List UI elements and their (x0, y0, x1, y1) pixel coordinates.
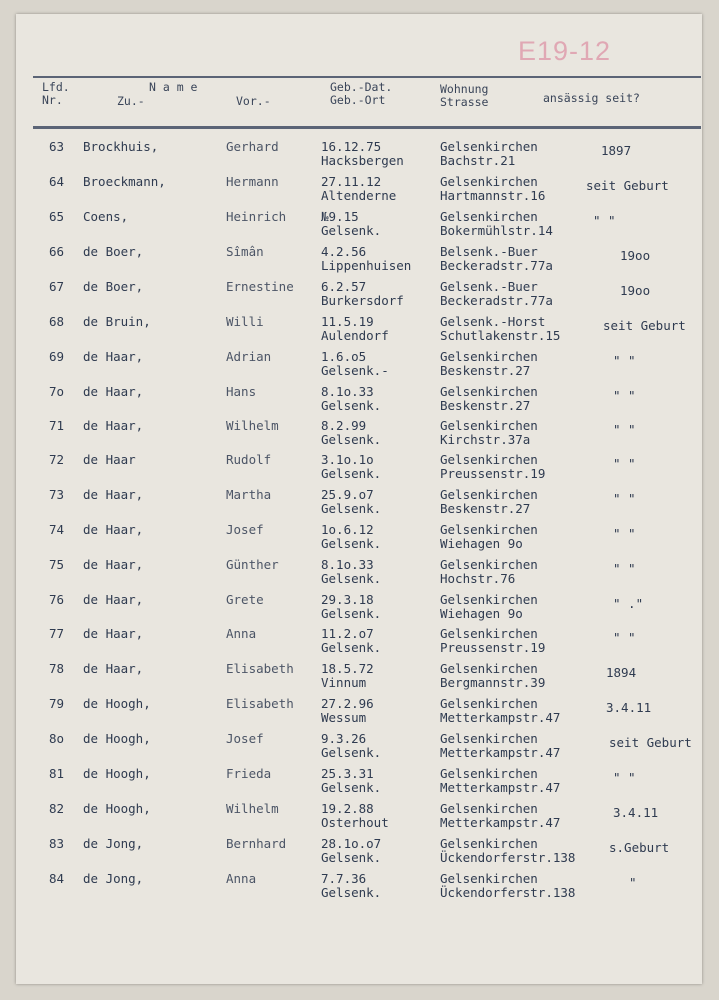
row-birth-date: 11.2.o7 (321, 626, 374, 641)
row-street: Bachstr.21 (440, 153, 516, 168)
row-birth-place: Lippenhuisen (321, 258, 412, 273)
row-number: 68 (49, 314, 65, 329)
row-firstname: Martha (226, 487, 272, 502)
row-birth-place: Osterhout (321, 815, 389, 830)
row-surname: de Boer, (83, 244, 144, 259)
row-firstname: Josef (226, 731, 264, 746)
row-resident-since: " " (613, 561, 636, 576)
row-firstname: Anna (226, 626, 257, 641)
row-number: 67 (49, 279, 65, 294)
row-birth-date: 28.1o.o7 (321, 836, 382, 851)
row-birth-place: Gelsenk. (321, 432, 382, 447)
row-number: 78 (49, 661, 65, 676)
row-number: 77 (49, 626, 65, 641)
table-row (16, 419, 702, 453)
row-surname: Brockhuis, (83, 139, 159, 154)
row-street: Ückendorferstr.138 (440, 885, 576, 900)
row-birth-place: Gelsenk. (321, 571, 382, 586)
row-city: Gelsenkirchen (440, 174, 538, 189)
row-number: 82 (49, 801, 65, 816)
row-resident-since: 1897 (601, 143, 632, 158)
table-row (16, 350, 702, 384)
header-vor: Vor.- (236, 94, 271, 108)
row-city: Gelsenkirchen (440, 592, 538, 607)
row-surname: de Hoogh, (83, 801, 151, 816)
row-firstname: Günther (226, 557, 279, 572)
row-street: Beskenstr.27 (440, 501, 531, 516)
document-sheet (16, 14, 702, 984)
archive-stamp: E19-12 (518, 36, 612, 66)
row-street: Preussenstr.19 (440, 640, 546, 655)
row-surname: de Haar, (83, 661, 144, 676)
row-birth-place: Gelsenk. (321, 885, 382, 900)
row-surname: de Haar, (83, 626, 144, 641)
table-row (16, 732, 702, 766)
row-city: Gelsenkirchen (440, 731, 538, 746)
row-street: Wiehagen 9o (440, 606, 523, 621)
row-firstname: Bernhard (226, 836, 287, 851)
row-city: Gelsenk.-Horst (440, 314, 546, 329)
row-resident-since: " ." (613, 596, 644, 611)
row-street: Metterkampstr.47 (440, 815, 561, 830)
row-street: Kirchstr.37a (440, 432, 531, 447)
row-birth-date: 4.2.56 (321, 244, 367, 259)
row-firstname: Heinrich (226, 209, 287, 224)
row-birth-date: 29.3.18 (321, 592, 374, 607)
row-birth-place: Burkersdorf (321, 293, 404, 308)
row-birth-date: №9.15 (321, 209, 359, 224)
row-number: 72 (49, 452, 65, 467)
row-birth-date: 27.2.96 (321, 696, 374, 711)
row-street: Beckeradstr.77a (440, 258, 553, 273)
table-row (16, 872, 702, 906)
row-number: 63 (49, 139, 65, 154)
row-firstname: Ernestine (226, 279, 294, 294)
row-firstname: Grete (226, 592, 264, 607)
row-birth-place: Wessum (321, 710, 367, 725)
row-number: 79 (49, 696, 65, 711)
row-birth-place: Gelsenk. (321, 466, 382, 481)
row-resident-since: 3.4.11 (613, 805, 659, 820)
row-street: Schutlakenstr.15 (440, 328, 561, 343)
header-geb: Geb.-Dat. Geb.-Ort (330, 80, 393, 107)
row-birth-date: 11.5.19 (321, 314, 374, 329)
row-resident-since: " " (613, 630, 636, 645)
row-resident-since: " (629, 875, 637, 890)
table-row (16, 767, 702, 801)
row-city: Gelsenkirchen (440, 418, 538, 433)
row-surname: de Haar, (83, 592, 144, 607)
row-resident-since: seit Geburt (609, 735, 692, 750)
row-surname: de Haar, (83, 522, 144, 537)
row-birth-date: 7.7.36 (321, 871, 367, 886)
row-firstname: Elisabeth (226, 696, 294, 711)
row-surname: de Jong, (83, 871, 144, 886)
row-surname: de Haar (83, 452, 136, 467)
row-city: Gelsenkirchen (440, 626, 538, 641)
row-resident-since: seit Geburt (586, 178, 669, 193)
row-firstname: Hans (226, 384, 257, 399)
row-city: Gelsenkirchen (440, 452, 538, 467)
row-firstname: Gerhard (226, 139, 279, 154)
row-birth-place: Gelsenk. (321, 223, 382, 238)
header-bottom-rule (33, 126, 701, 129)
row-birth-date: 16.12.75 (321, 139, 382, 154)
row-birth-place: Hacksbergen (321, 153, 404, 168)
row-surname: de Haar, (83, 384, 144, 399)
table-row (16, 558, 702, 592)
row-surname: de Jong, (83, 836, 144, 851)
row-birth-place: Gelsenk. (321, 606, 382, 621)
header-lfd-nr: Lfd. Nr. (42, 80, 70, 107)
row-resident-since: 19oo (620, 248, 651, 263)
row-firstname: Josef (226, 522, 264, 537)
row-number: 75 (49, 557, 65, 572)
row-birth-date: 27.11.12 (321, 174, 382, 189)
row-birth-date: 8.1o.33 (321, 384, 374, 399)
row-city: Gelsenkirchen (440, 836, 538, 851)
row-resident-since: " " (613, 491, 636, 506)
row-number: 71 (49, 418, 65, 433)
header-zu: Zu.- (117, 94, 145, 108)
row-resident-since: " " (613, 770, 636, 785)
row-city: Belsenk.-Buer (440, 244, 538, 259)
table-row (16, 593, 702, 627)
row-city: Gelsenkirchen (440, 384, 538, 399)
row-number: 81 (49, 766, 65, 781)
header-top-rule (33, 76, 701, 78)
row-number: 8o (49, 731, 65, 746)
row-birth-place: Gelsenk.- (321, 363, 389, 378)
row-street: Beckeradstr.77a (440, 293, 553, 308)
row-surname: de Boer, (83, 279, 144, 294)
row-firstname: Rudolf (226, 452, 272, 467)
row-firstname: Willi (226, 314, 264, 329)
row-surname: Coens, (83, 209, 129, 224)
row-number: 69 (49, 349, 65, 364)
row-city: Gelsenkirchen (440, 871, 538, 886)
row-surname: de Bruin, (83, 314, 151, 329)
row-number: 7o (49, 384, 65, 399)
row-city: Gelsenkirchen (440, 487, 538, 502)
row-firstname: Wilhelm (226, 801, 279, 816)
row-number: 83 (49, 836, 65, 851)
row-firstname: Anna (226, 871, 257, 886)
table-row (16, 837, 702, 871)
row-surname: Broeckmann, (83, 174, 166, 189)
row-street: Bokermühlstr.14 (440, 223, 553, 238)
row-city: Gelsenkirchen (440, 661, 538, 676)
row-city: Gelsenkirchen (440, 696, 538, 711)
table-row (16, 280, 702, 314)
row-city: Gelsenkirchen (440, 139, 538, 154)
table-row (16, 453, 702, 487)
row-surname: de Haar, (83, 487, 144, 502)
row-number: 65 (49, 209, 65, 224)
table-row (16, 315, 702, 349)
row-street: Metterkampstr.47 (440, 780, 561, 795)
row-birth-date: 8.1o.33 (321, 557, 374, 572)
row-number: 76 (49, 592, 65, 607)
row-street: Ückendorferstr.138 (440, 850, 576, 865)
table-row (16, 245, 702, 279)
row-city: Gelsenkirchen (440, 557, 538, 572)
row-resident-since: " " (613, 526, 636, 541)
row-resident-since: " " (613, 422, 636, 437)
table-row (16, 175, 702, 209)
row-city: Gelsenkirchen (440, 209, 538, 224)
row-resident-since: " " (613, 388, 636, 403)
table-row (16, 662, 702, 696)
row-city: Gelsenkirchen (440, 522, 538, 537)
row-resident-since: 3.4.11 (606, 700, 652, 715)
row-birth-place: Aulendorf (321, 328, 389, 343)
row-birth-place: Gelsenk. (321, 780, 382, 795)
row-firstname: Frieda (226, 766, 272, 781)
row-number: 73 (49, 487, 65, 502)
row-firstname: Sîmân (226, 244, 264, 259)
table-row (16, 523, 702, 557)
row-surname: de Hoogh, (83, 766, 151, 781)
row-birth-date: 18.5.72 (321, 661, 374, 676)
row-city: Gelsenk.-Buer (440, 279, 538, 294)
row-number: 74 (49, 522, 65, 537)
row-street: Beskenstr.27 (440, 398, 531, 413)
table-row (16, 802, 702, 836)
row-birth-place: Gelsenk. (321, 850, 382, 865)
row-street: Hochstr.76 (440, 571, 516, 586)
row-firstname: Wilhelm (226, 418, 279, 433)
row-birth-place: Gelsenk. (321, 640, 382, 655)
row-city: Gelsenkirchen (440, 766, 538, 781)
row-city: Gelsenkirchen (440, 801, 538, 816)
row-birth-date: 9.3.26 (321, 731, 367, 746)
row-number: 64 (49, 174, 65, 189)
row-birth-date: 25.3.31 (321, 766, 374, 781)
row-surname: de Hoogh, (83, 696, 151, 711)
row-firstname: Adrian (226, 349, 272, 364)
header-name: N a m e (149, 80, 198, 94)
table-row (16, 210, 702, 244)
table-row (16, 627, 702, 661)
row-city: Gelsenkirchen (440, 349, 538, 364)
row-resident-since: seit Geburt (603, 318, 686, 333)
row-birth-date: 1o.6.12 (321, 522, 374, 537)
row-birth-place: Gelsenk. (321, 536, 382, 551)
table-row (16, 488, 702, 522)
row-birth-place: Gelsenk. (321, 398, 382, 413)
row-surname: de Haar, (83, 349, 144, 364)
row-resident-since: " " (613, 353, 636, 368)
row-street: Beskenstr.27 (440, 363, 531, 378)
row-birth-date: 19.2.88 (321, 801, 374, 816)
row-resident-since: 1894 (606, 665, 637, 680)
row-resident-since: " " (613, 456, 636, 471)
row-firstname: Hermann (226, 174, 279, 189)
row-surname: de Hoogh, (83, 731, 151, 746)
row-birth-place: Altenderne (321, 188, 397, 203)
row-birth-date: 25.9.o7 (321, 487, 374, 502)
row-birth-place: Vinnum (321, 675, 367, 690)
row-birth-date: 3.1o.1o (321, 452, 374, 467)
row-street: Preussenstr.19 (440, 466, 546, 481)
row-street: Bergmannstr.39 (440, 675, 546, 690)
table-row (16, 385, 702, 419)
row-number: 66 (49, 244, 65, 259)
header-wohnung: Wohnung Strasse (440, 82, 489, 109)
row-street: Hartmannstr.16 (440, 188, 546, 203)
row-birth-place: Gelsenk. (321, 501, 382, 516)
row-street: Wiehagen 9o (440, 536, 523, 551)
row-resident-since: " " (593, 213, 616, 228)
row-resident-since: 19oo (620, 283, 651, 298)
row-surname: de Haar, (83, 557, 144, 572)
header-seit: ansässig seit? (543, 91, 640, 105)
table-row (16, 697, 702, 731)
row-resident-since: s.Geburt (609, 840, 670, 855)
row-firstname: Elisabeth (226, 661, 294, 676)
table-row (16, 140, 702, 174)
row-birth-place: Gelsenk. (321, 745, 382, 760)
row-birth-date: 1.6.o5 (321, 349, 367, 364)
row-birth-date: 6.2.57 (321, 279, 367, 294)
row-number: 84 (49, 871, 65, 886)
row-surname: de Haar, (83, 418, 144, 433)
row-street: Metterkampstr.47 (440, 745, 561, 760)
row-birth-date: 8.2.99 (321, 418, 367, 433)
row-street: Metterkampstr.47 (440, 710, 561, 725)
